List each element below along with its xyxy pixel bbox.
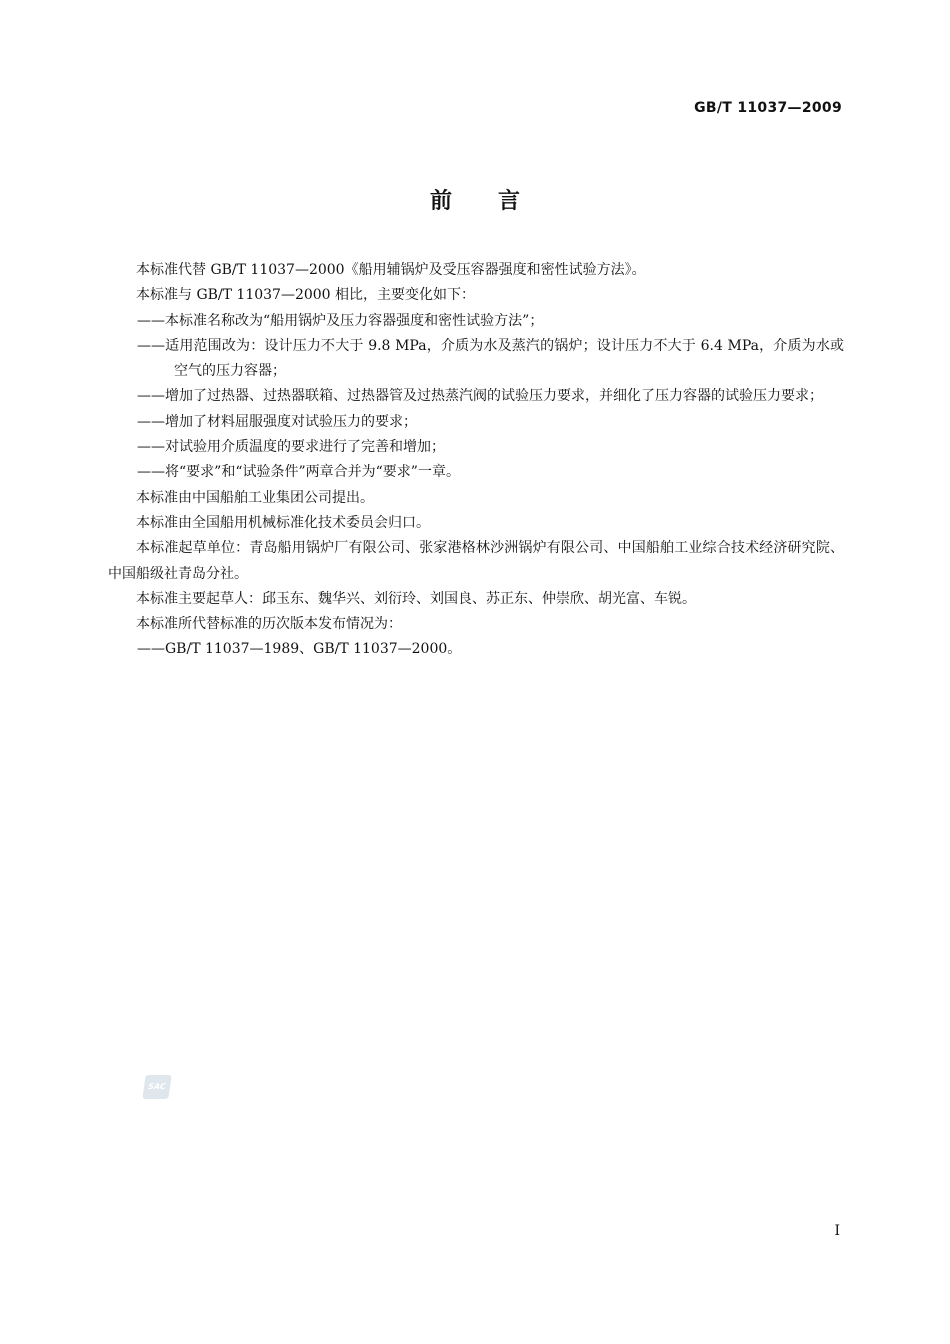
list-item: ——增加了过热器、过热器联箱、过热器管及过热蒸汽阀的试验压力要求，并细化了压力容器的试验压力要求； — [137, 388, 823, 405]
list-item: ——增加了材料屈服强度对试验压力的要求； — [137, 413, 417, 430]
page-title: 前言 — [429, 189, 566, 214]
list-item: ——适用范围改为：设计压力不大于 9.8 MPa，介质为水及蒸汽的锅炉；设计压力不大于 6.4 MPa，介质为水或空气的压力容器； — [137, 337, 844, 380]
sac-watermark-logo: SAC — [142, 1075, 171, 1099]
paragraph: 本标准由中国船舶工业集团公司提出。 — [136, 489, 374, 506]
paragraph: 本标准主要起草人：邱玉东、魏华兴、刘衍玲、刘国良、苏正东、仲崇欣、胡光富、车锐。 — [136, 590, 696, 607]
list-item: ——GB/T 11037—1989、GB/T 11037—2000。 — [137, 641, 462, 658]
page-number: I — [834, 1223, 840, 1239]
standard-code: GB/T 11037—2009 — [694, 100, 842, 116]
paragraph: 本标准代替 GB/T 11037—2000《船用辅锅炉及受压容器强度和密性试验方法》。 — [136, 262, 646, 278]
paragraph: 本标准起草单位：青岛船用锅炉厂有限公司、张家港格林沙洲锅炉有限公司、中国船舶工业综合技术经济研究院、中国船级社青岛分社。 — [108, 540, 844, 582]
list-item: ——本标准名称改为“船用锅炉及压力容器强度和密性试验方法”； — [137, 312, 544, 329]
paragraph: 本标准所代替标准的历次版本发布情况为： — [136, 616, 402, 633]
foreword-body — [108, 258, 844, 663]
list-item: ——对试验用介质温度的要求进行了完善和增加； — [137, 439, 445, 456]
paragraph: 本标准由全国船用机械标准化技术委员会归口。 — [136, 514, 430, 531]
paragraph: 本标准与 GB/T 11037—2000 相比，主要变化如下： — [136, 287, 476, 304]
list-item: ——将“要求”和“试验条件”两章合并为“要求”一章。 — [137, 464, 460, 481]
